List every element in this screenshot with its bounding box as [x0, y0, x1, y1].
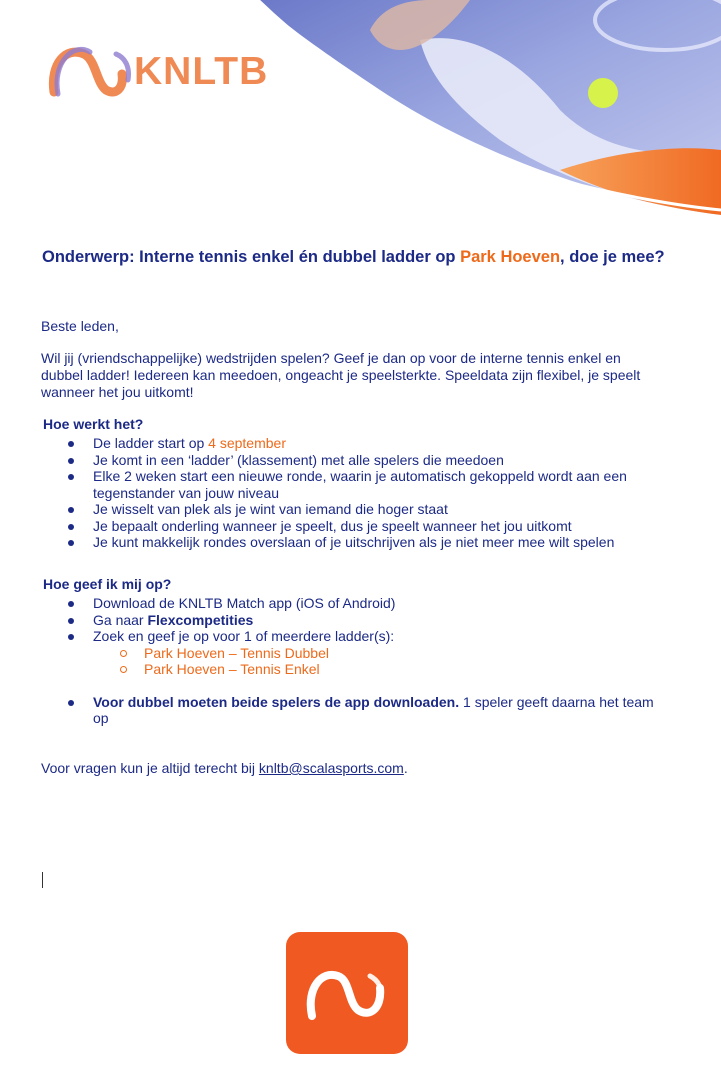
signup-heading: Hoe geef ik mij op?: [43, 576, 172, 592]
bullet-icon: [68, 524, 74, 530]
bullet-icon: [68, 474, 74, 480]
bullet-icon: [68, 540, 74, 546]
list-item: Je bepaalt onderling wanneer je speelt, dus je speelt wanneer het jou uitkomt: [66, 518, 656, 535]
knltb-wave-logo-icon: [44, 34, 134, 114]
ladder-item: Park Hoeven – Tennis Dubbel: [118, 645, 656, 662]
signup-list: [66, 595, 656, 727]
list-item: Je komt in een ‘ladder’ (klassement) met alle spelers die meedoen: [66, 452, 656, 469]
ladder-item: Park Hoeven – Tennis Enkel: [118, 661, 656, 678]
start-date-highlight: 4 september: [208, 435, 286, 451]
greeting: Beste leden,: [41, 318, 119, 334]
how-it-works-heading: Hoe werkt het?: [43, 416, 144, 432]
list-item: Ga naar Flexcompetities: [66, 612, 656, 629]
list-item: Download de KNLTB Match app (iOS of Android): [66, 595, 656, 612]
logo-wordmark: KNLTB: [134, 50, 269, 93]
list-item: Voor dubbel moeten beide spelers de app downloaden. 1 speler geeft daarna het team op: [66, 694, 656, 727]
ladder-sublist: [93, 645, 656, 678]
list-item: Je kunt makkelijk rondes overslaan of je uitschrijven als je niet meer mee wilt spelen: [66, 534, 656, 551]
circle-bullet-icon: [120, 650, 127, 657]
knltb-app-icon: [286, 932, 408, 1054]
list-item: Zoek en geef je op voor 1 of meerdere ladder(s): Park Hoeven – Tennis Dubbel Park Hoeven – Tennis Enkel: [66, 628, 656, 678]
how-it-works-list: [66, 435, 656, 551]
list-item: Je wisselt van plek als je wint van iemand die hoger staat: [66, 501, 656, 518]
bullet-icon: [68, 601, 74, 607]
email-link[interactable]: knltb@scalasports.com: [258, 760, 404, 776]
email-subject: Onderwerp: Interne tennis enkel én dubbel ladder op Park Hoeven, doe je mee?: [42, 248, 665, 266]
bullet-icon: [68, 458, 74, 464]
bullet-icon: [68, 441, 74, 447]
text-cursor: [42, 872, 43, 888]
list-item: Elke 2 weken start een nieuwe ronde, waarin je automatisch gekoppeld wordt aan een tegenstander van jouw niveau: [66, 468, 656, 501]
circle-bullet-icon: [120, 666, 127, 673]
club-name-highlight: Park Hoeven: [460, 248, 561, 266]
bullet-icon: [68, 634, 74, 640]
bullet-icon: [68, 700, 74, 706]
bullet-icon: [68, 618, 74, 624]
list-item: De ladder start op 4 september: [66, 435, 656, 452]
intro-paragraph: Wil jij (vriendschappelijke) wedstrijden spelen? Geef je dan op voor de interne tennis enkel en dubbel ladder! Iedereen kan meedoen, ongeacht je speelsterkte. Speeldata zijn flexibel, je speelt wanneer het jou uitkomt!: [41, 350, 641, 400]
contact-line: Voor vragen kun je altijd terecht bij knltb@scalasports.com.: [41, 760, 408, 776]
bullet-icon: [68, 507, 74, 513]
knltb-logo: [44, 34, 304, 114]
wave-icon: [286, 932, 408, 1054]
